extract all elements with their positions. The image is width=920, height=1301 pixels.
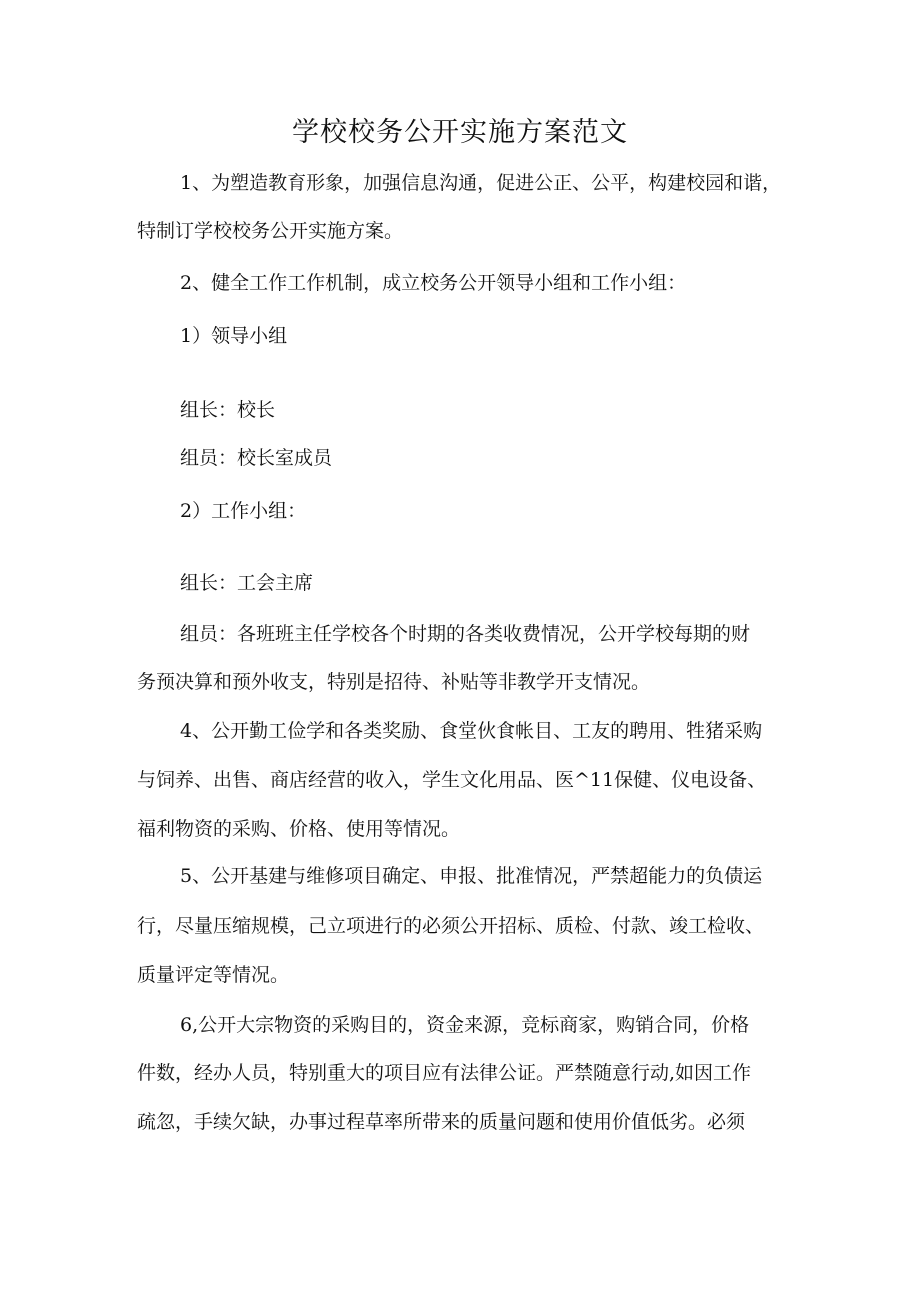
paragraph-5-line-1: 5、公开基建与维修项目确定、申报、批准情况，严禁超能力的负债运 [180, 865, 763, 887]
page-title: 学校校务公开实施方案范文 [292, 117, 628, 148]
leadership-group-heading: 1）领导小组 [180, 325, 288, 347]
paragraph-6-line-2: 件数，经办人员，特别重大的项目应有法律公证。严禁随意行动,如因工作 [137, 1062, 752, 1084]
paragraph-2: 2、健全工作工作机制，成立校务公开领导小组和工作小组： [180, 272, 687, 294]
paragraph-4-line-2: 与饲养、出售、商店经营的收入，学生文化用品、医^11保健、仪电设备、 [137, 769, 767, 791]
leadership-group-members: 组员：校长室成员 [180, 447, 333, 469]
working-group-leader: 组长：工会主席 [180, 572, 314, 594]
paragraph-6-line-3: 疏忽，手续欠缺，办事过程草率所带来的质量问题和使用价值低劣。必须 [137, 1111, 746, 1133]
paragraph-4-line-3: 福利物资的采购、价格、使用等情况。 [137, 818, 461, 840]
paragraph-6-line-1: 6,公开大宗物资的采购目的，资金来源，竞标商家，购销合同，价格 [180, 1014, 750, 1036]
working-group-members-line-1: 组员：各班班主任学校各个时期的各类收费情况，公开学校每期的财 [180, 623, 751, 645]
paragraph-1-line-2: 特制订学校校务公开实施方案。 [137, 220, 404, 242]
paragraph-5-line-2: 行，尽量压缩规模，己立项进行的必须公开招标、质检、付款、竣工检收、 [137, 915, 765, 937]
paragraph-1-line-1: 1、为塑造教育形象，加强信息沟通，促进公正、公平，构建校园和谐， [180, 172, 782, 194]
paragraph-4-line-1: 4、公开勤工俭学和各类奖励、食堂伙食帐目、工友的聘用、牲猪采购 [180, 720, 763, 742]
working-group-heading: 2）工作小组： [180, 500, 307, 522]
working-group-members-line-2: 务预决算和预外收支，特别是招待、补贴等非教学开支情况。 [137, 671, 651, 693]
leadership-group-leader: 组长：校长 [180, 399, 276, 421]
paragraph-5-line-3: 质量评定等情况。 [137, 964, 290, 986]
